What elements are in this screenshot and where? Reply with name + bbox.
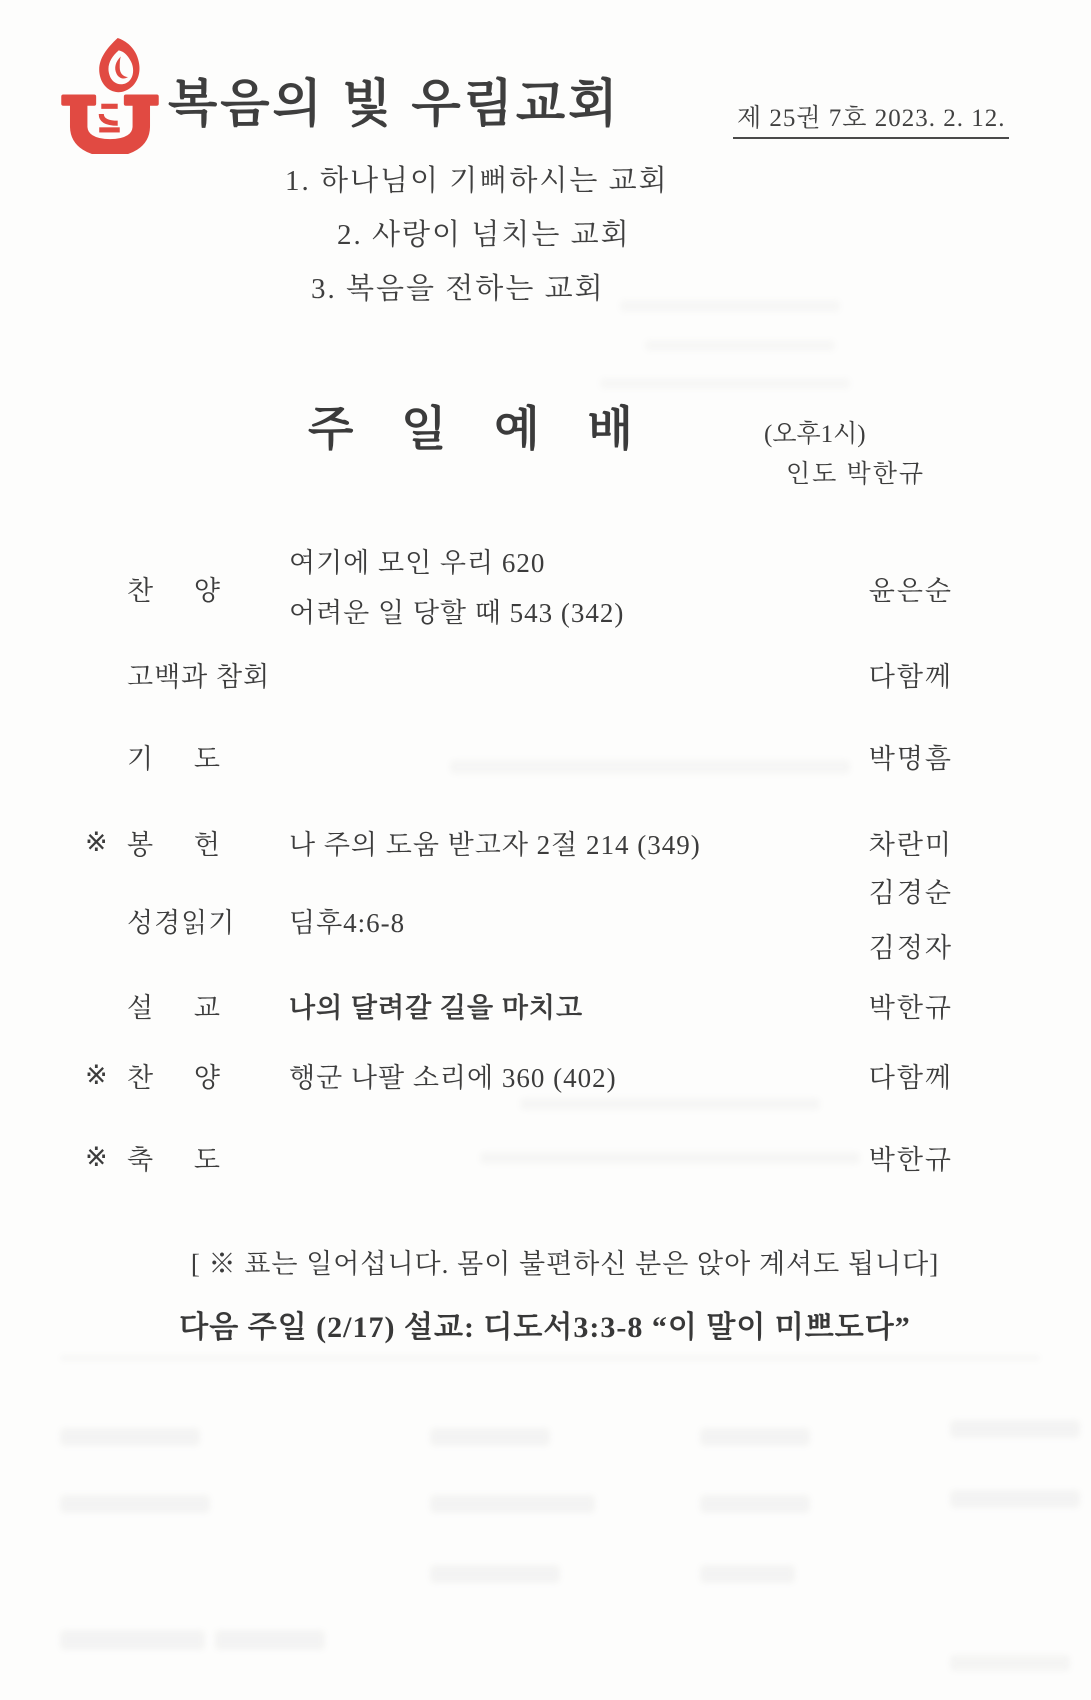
order-label: 설 교 — [127, 992, 221, 1023]
order-content: 나 주의 도움 받고자 2절 214 (349) — [289, 829, 701, 860]
bleedthrough-artifact — [430, 1428, 550, 1446]
order-person: 박한규 — [868, 1144, 953, 1175]
next-week-sermon-note: 다음 주일 (2/17) 설교: 디도서3:3-8 “이 말이 미쁘도다” — [179, 1311, 911, 1344]
order-person-reader1: 김경순 — [868, 877, 953, 908]
service-title: 주 일 예 배 — [308, 404, 636, 456]
order-person: 다함께 — [868, 1062, 953, 1093]
bleedthrough-artifact — [645, 340, 835, 351]
worship-order — [85, 540, 953, 1176]
service-leader: 인도 박한규 — [786, 461, 926, 488]
bleedthrough-artifact — [950, 1655, 1070, 1671]
order-row-confession — [85, 656, 953, 692]
hymn-line: 여기에 모인 우리 620 — [289, 548, 546, 578]
standing-note: [ ※ 표는 일어섭니다. 몸이 불편하신 분은 앉아 계셔도 됩니다] — [190, 1249, 940, 1279]
bleedthrough-artifact — [620, 300, 840, 312]
order-content — [289, 538, 823, 638]
bleedthrough-artifact — [60, 1495, 210, 1513]
church-name: 복음의 빛 우림교회 — [168, 75, 621, 132]
bleedthrough-artifact — [450, 760, 850, 774]
order-row-sermon — [85, 986, 953, 1024]
stand-mark: ※ — [85, 1059, 108, 1090]
order-label: 찬 양 — [127, 1062, 221, 1093]
order-row-scripture — [85, 874, 953, 966]
bleedthrough-artifact — [480, 1152, 860, 1164]
bleedthrough-artifact — [60, 1355, 1040, 1361]
bleedthrough-artifact — [950, 1490, 1080, 1508]
order-content: 딤후4:6-8 — [289, 907, 406, 938]
issue-label: 제 25권 7호 2023. 2. 12. — [733, 98, 1009, 139]
order-label: 축 도 — [127, 1144, 221, 1175]
stand-mark: ※ — [85, 826, 108, 857]
motto-line: 1. 하나님이 기뻐하시는 교회 — [285, 165, 669, 197]
order-label: 기 도 — [127, 743, 221, 774]
bleedthrough-artifact — [520, 1098, 820, 1110]
motto-line: 3. 복음을 전하는 교회 — [311, 273, 605, 305]
order-label: 성경읽기 — [127, 907, 236, 938]
service-time: (오후1시) — [764, 421, 866, 448]
bleedthrough-artifact — [430, 1495, 595, 1513]
order-label: 봉 헌 — [127, 829, 221, 860]
church-torch-logo-icon — [56, 36, 164, 154]
bleedthrough-artifact — [60, 1428, 200, 1446]
bleedthrough-artifact — [950, 1420, 1080, 1438]
bleedthrough-artifact — [600, 378, 850, 389]
order-row-praise1 — [85, 540, 953, 636]
order-person: 차란미 — [868, 829, 953, 860]
sermon-title: 나의 달려갈 길을 마치고 — [289, 992, 584, 1023]
order-person-reader2: 김정자 — [868, 932, 953, 963]
order-person: 다함께 — [868, 661, 953, 692]
hymn-line: 어려운 일 당할 때 543 (342) — [289, 598, 625, 628]
order-person: 박한규 — [868, 992, 953, 1023]
order-person — [823, 878, 953, 963]
order-label: 고백과 참회 — [127, 661, 271, 692]
bleedthrough-artifact — [60, 1630, 205, 1650]
bleedthrough-artifact — [700, 1565, 795, 1583]
bleedthrough-artifact — [430, 1565, 560, 1583]
order-label: 찬 양 — [127, 575, 221, 606]
church-mottos — [285, 158, 669, 320]
motto-line: 2. 사랑이 넘치는 교회 — [337, 219, 631, 251]
order-row-praise2 — [85, 1056, 953, 1094]
order-person: 박명흠 — [868, 743, 953, 774]
bleedthrough-artifact — [700, 1428, 810, 1446]
bleedthrough-artifact — [215, 1630, 325, 1650]
order-content: 행군 나팔 소리에 360 (402) — [289, 1062, 617, 1093]
order-row-offering — [85, 824, 953, 860]
order-person: 윤은순 — [868, 575, 953, 606]
stand-mark: ※ — [85, 1141, 108, 1172]
bleedthrough-artifact — [700, 1495, 810, 1513]
